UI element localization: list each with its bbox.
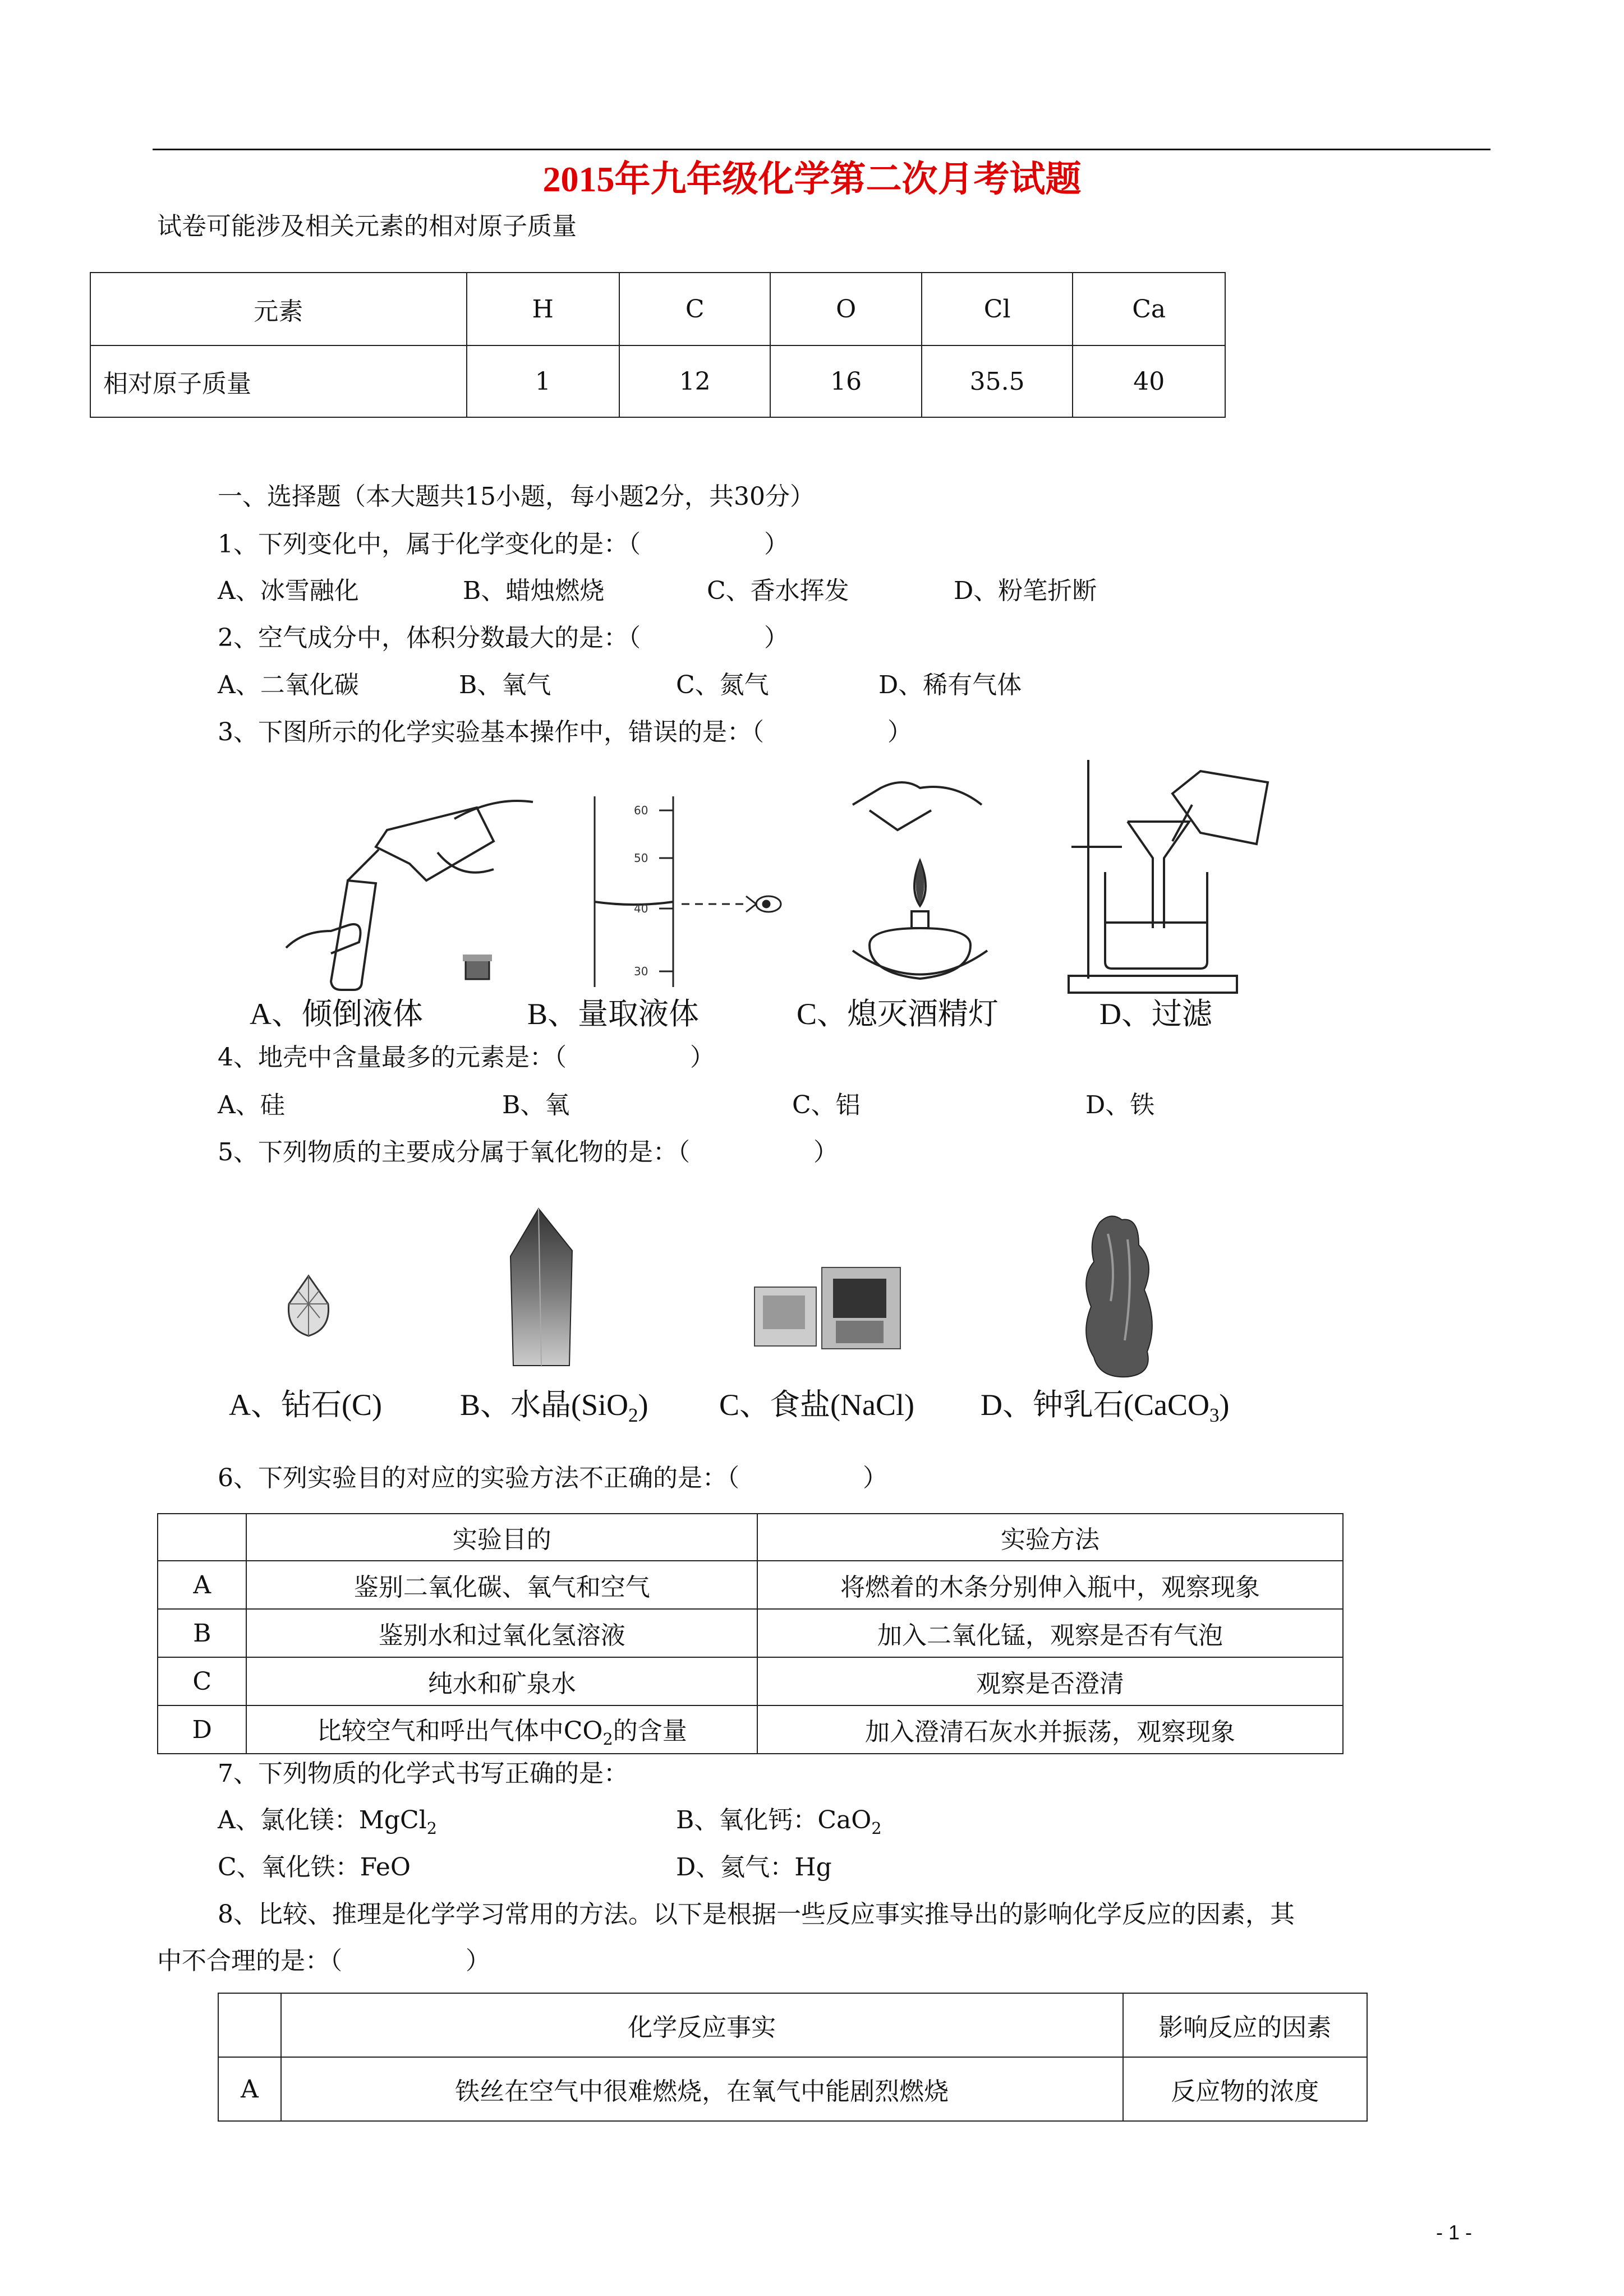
q1-option[interactable]: B、蜡烛燃烧 xyxy=(463,577,605,605)
q5-option[interactable]: A、钻石(C) xyxy=(229,1388,382,1422)
q3-caption[interactable]: A、倾倒液体 xyxy=(250,997,423,1031)
q8-table xyxy=(218,1993,1368,2122)
stalactite-image xyxy=(1077,1211,1161,1380)
cylinder-tick: 40 xyxy=(634,902,648,915)
q3-caption[interactable]: C、熄灭酒精灯 xyxy=(797,997,999,1031)
q8-stem-line1: 8、比较、推理是化学学习常用的方法。以下是根据一些反应事实推导出的影响化学反应的因素，其 xyxy=(218,1900,1295,1929)
table-cell: 鉴别二氧化碳、氧气和空气 xyxy=(246,1561,757,1609)
option-text: ) xyxy=(1219,1388,1230,1422)
section-heading: 一、选择题（本大题共15小题，每小题2分，共30分） xyxy=(218,482,815,511)
intro-text: 试卷可能涉及相关元素的相对原子质量 xyxy=(157,212,577,241)
table-cell: 40 xyxy=(1073,345,1225,417)
q2-stem: 2、空气成分中，体积分数最大的是：（ ） xyxy=(218,624,789,652)
option-text: D、氦气：Hg xyxy=(676,1853,832,1882)
table-cell: 反应物的浓度 xyxy=(1123,2057,1367,2121)
filtration-illustration xyxy=(1060,760,1273,995)
q5-option[interactable]: C、食盐(NaCl) xyxy=(719,1388,914,1422)
table-row[interactable] xyxy=(158,1657,1343,1705)
cylinder-tick: 50 xyxy=(634,851,648,865)
table-row[interactable] xyxy=(218,2057,1367,2121)
q7-option[interactable] xyxy=(218,1852,411,1883)
table-cell xyxy=(246,1705,757,1754)
table-header: O xyxy=(770,273,921,345)
q7-option[interactable] xyxy=(218,1805,437,1844)
q4-stem: 4、地壳中含量最多的元素是：（ ） xyxy=(218,1043,715,1072)
table-cell: 35.5 xyxy=(922,345,1073,417)
table-header: 化学反应事实 xyxy=(281,1993,1123,2057)
graduated-cylinder-illustration xyxy=(583,796,797,987)
q2-option[interactable]: D、稀有气体 xyxy=(878,671,1022,699)
row-label: C xyxy=(158,1657,246,1705)
q4-option[interactable]: C、铝 xyxy=(792,1091,861,1119)
row-label: A xyxy=(158,1561,246,1609)
q6-table xyxy=(157,1513,1344,1754)
q4-option[interactable]: D、铁 xyxy=(1085,1091,1155,1119)
q3-caption[interactable]: D、过滤 xyxy=(1099,997,1212,1031)
subscript: 2 xyxy=(426,1818,437,1838)
table-header: Cl xyxy=(922,273,1073,345)
alcohol-lamp-illustration xyxy=(836,777,1004,998)
table-header: 实验目的 xyxy=(246,1514,757,1561)
q2-option[interactable]: A、二氧化碳 xyxy=(218,671,359,699)
top-rule xyxy=(153,149,1490,150)
option-text: D、钟乳石(CaCO xyxy=(981,1388,1209,1422)
table-cell: 观察是否澄清 xyxy=(757,1657,1343,1705)
page-number: - 1 - xyxy=(1436,2221,1473,2244)
q4-option[interactable]: B、氧 xyxy=(502,1091,570,1119)
q1-option[interactable]: A、冰雪融化 xyxy=(218,577,359,605)
q5-option[interactable] xyxy=(460,1386,648,1434)
table-header xyxy=(158,1514,246,1561)
salt-crystals-image xyxy=(752,1265,903,1354)
table-row[interactable] xyxy=(158,1705,1343,1754)
q3-caption[interactable]: B、量取液体 xyxy=(527,997,700,1031)
option-text: B、氧化钙：CaO xyxy=(676,1806,872,1834)
option-text: C、氧化铁：FeO xyxy=(218,1853,411,1882)
q5-option[interactable] xyxy=(981,1386,1230,1434)
table-row[interactable] xyxy=(158,1561,1343,1609)
table-header: 实验方法 xyxy=(757,1514,1343,1561)
q7-option[interactable] xyxy=(676,1805,882,1844)
atomic-mass-table xyxy=(90,272,1226,418)
q3-stem: 3、下图所示的化学实验基本操作中，错误的是：（ ） xyxy=(218,718,912,746)
quartz-crystal-image xyxy=(502,1206,581,1368)
q2-option[interactable]: B、氧气 xyxy=(459,671,551,699)
table-row[interactable] xyxy=(158,1609,1343,1657)
table-cell: 12 xyxy=(619,345,770,417)
q4-option[interactable]: A、硅 xyxy=(218,1091,285,1119)
table-header: 影响反应的因素 xyxy=(1123,1993,1367,2057)
page-title: 2015年九年级化学第二次月考试题 xyxy=(542,159,1082,199)
subscript: 2 xyxy=(871,1818,882,1838)
q8-stem-line2: 中不合理的是：（ ） xyxy=(157,1947,490,1975)
q7-stem: 7、下列物质的化学式书写正确的是： xyxy=(218,1759,628,1788)
table-header: H xyxy=(467,273,619,345)
q7-option[interactable] xyxy=(676,1852,832,1883)
diamond-image xyxy=(283,1273,334,1340)
row-label: D xyxy=(158,1705,246,1754)
table-header: 元素 xyxy=(90,273,467,345)
cell-text: 的含量 xyxy=(613,1717,687,1746)
table-header xyxy=(218,1993,281,2057)
option-text: A、氯化镁：MgCl xyxy=(218,1806,427,1834)
pouring-liquid-illustration xyxy=(269,796,539,998)
table-cell: 1 xyxy=(467,345,619,417)
cell-text: 比较空气和呼出气体中CO xyxy=(316,1717,603,1746)
subscript: 2 xyxy=(602,1729,613,1749)
row-label: B xyxy=(158,1609,246,1657)
subscript: 3 xyxy=(1209,1404,1220,1426)
table-cell: 加入澄清石灰水并振荡，观察现象 xyxy=(757,1705,1343,1754)
table-cell: 将燃着的木条分别伸入瓶中，观察现象 xyxy=(757,1561,1343,1609)
table-cell: 16 xyxy=(770,345,921,417)
option-text: B、水晶(SiO xyxy=(460,1388,629,1422)
table-header: Ca xyxy=(1073,273,1225,345)
table-cell: 纯水和矿泉水 xyxy=(246,1657,757,1705)
table-cell: 加入二氧化锰，观察是否有气泡 xyxy=(757,1609,1343,1657)
cylinder-tick: 60 xyxy=(634,804,648,817)
cylinder-tick: 30 xyxy=(634,965,648,978)
q2-option[interactable]: C、氮气 xyxy=(676,671,769,699)
option-text: ) xyxy=(638,1388,648,1422)
q1-option[interactable]: C、香水挥发 xyxy=(707,577,849,605)
row-label: A xyxy=(218,2057,281,2121)
subscript: 2 xyxy=(628,1404,638,1426)
q6-stem: 6、下列实验目的对应的实验方法不正确的是：（ ） xyxy=(218,1464,887,1492)
q1-option[interactable]: D、粉笔折断 xyxy=(954,577,1097,605)
row-label: 相对原子质量 xyxy=(90,345,467,417)
table-header: C xyxy=(619,273,770,345)
q5-stem: 5、下列物质的主要成分属于氧化物的是：（ ） xyxy=(218,1138,838,1167)
table-cell: 鉴别水和过氧化氢溶液 xyxy=(246,1609,757,1657)
table-cell: 铁丝在空气中很难燃烧，在氧气中能剧烈燃烧 xyxy=(281,2057,1123,2121)
q1-stem: 1、下列变化中，属于化学变化的是：（ ） xyxy=(218,530,789,559)
